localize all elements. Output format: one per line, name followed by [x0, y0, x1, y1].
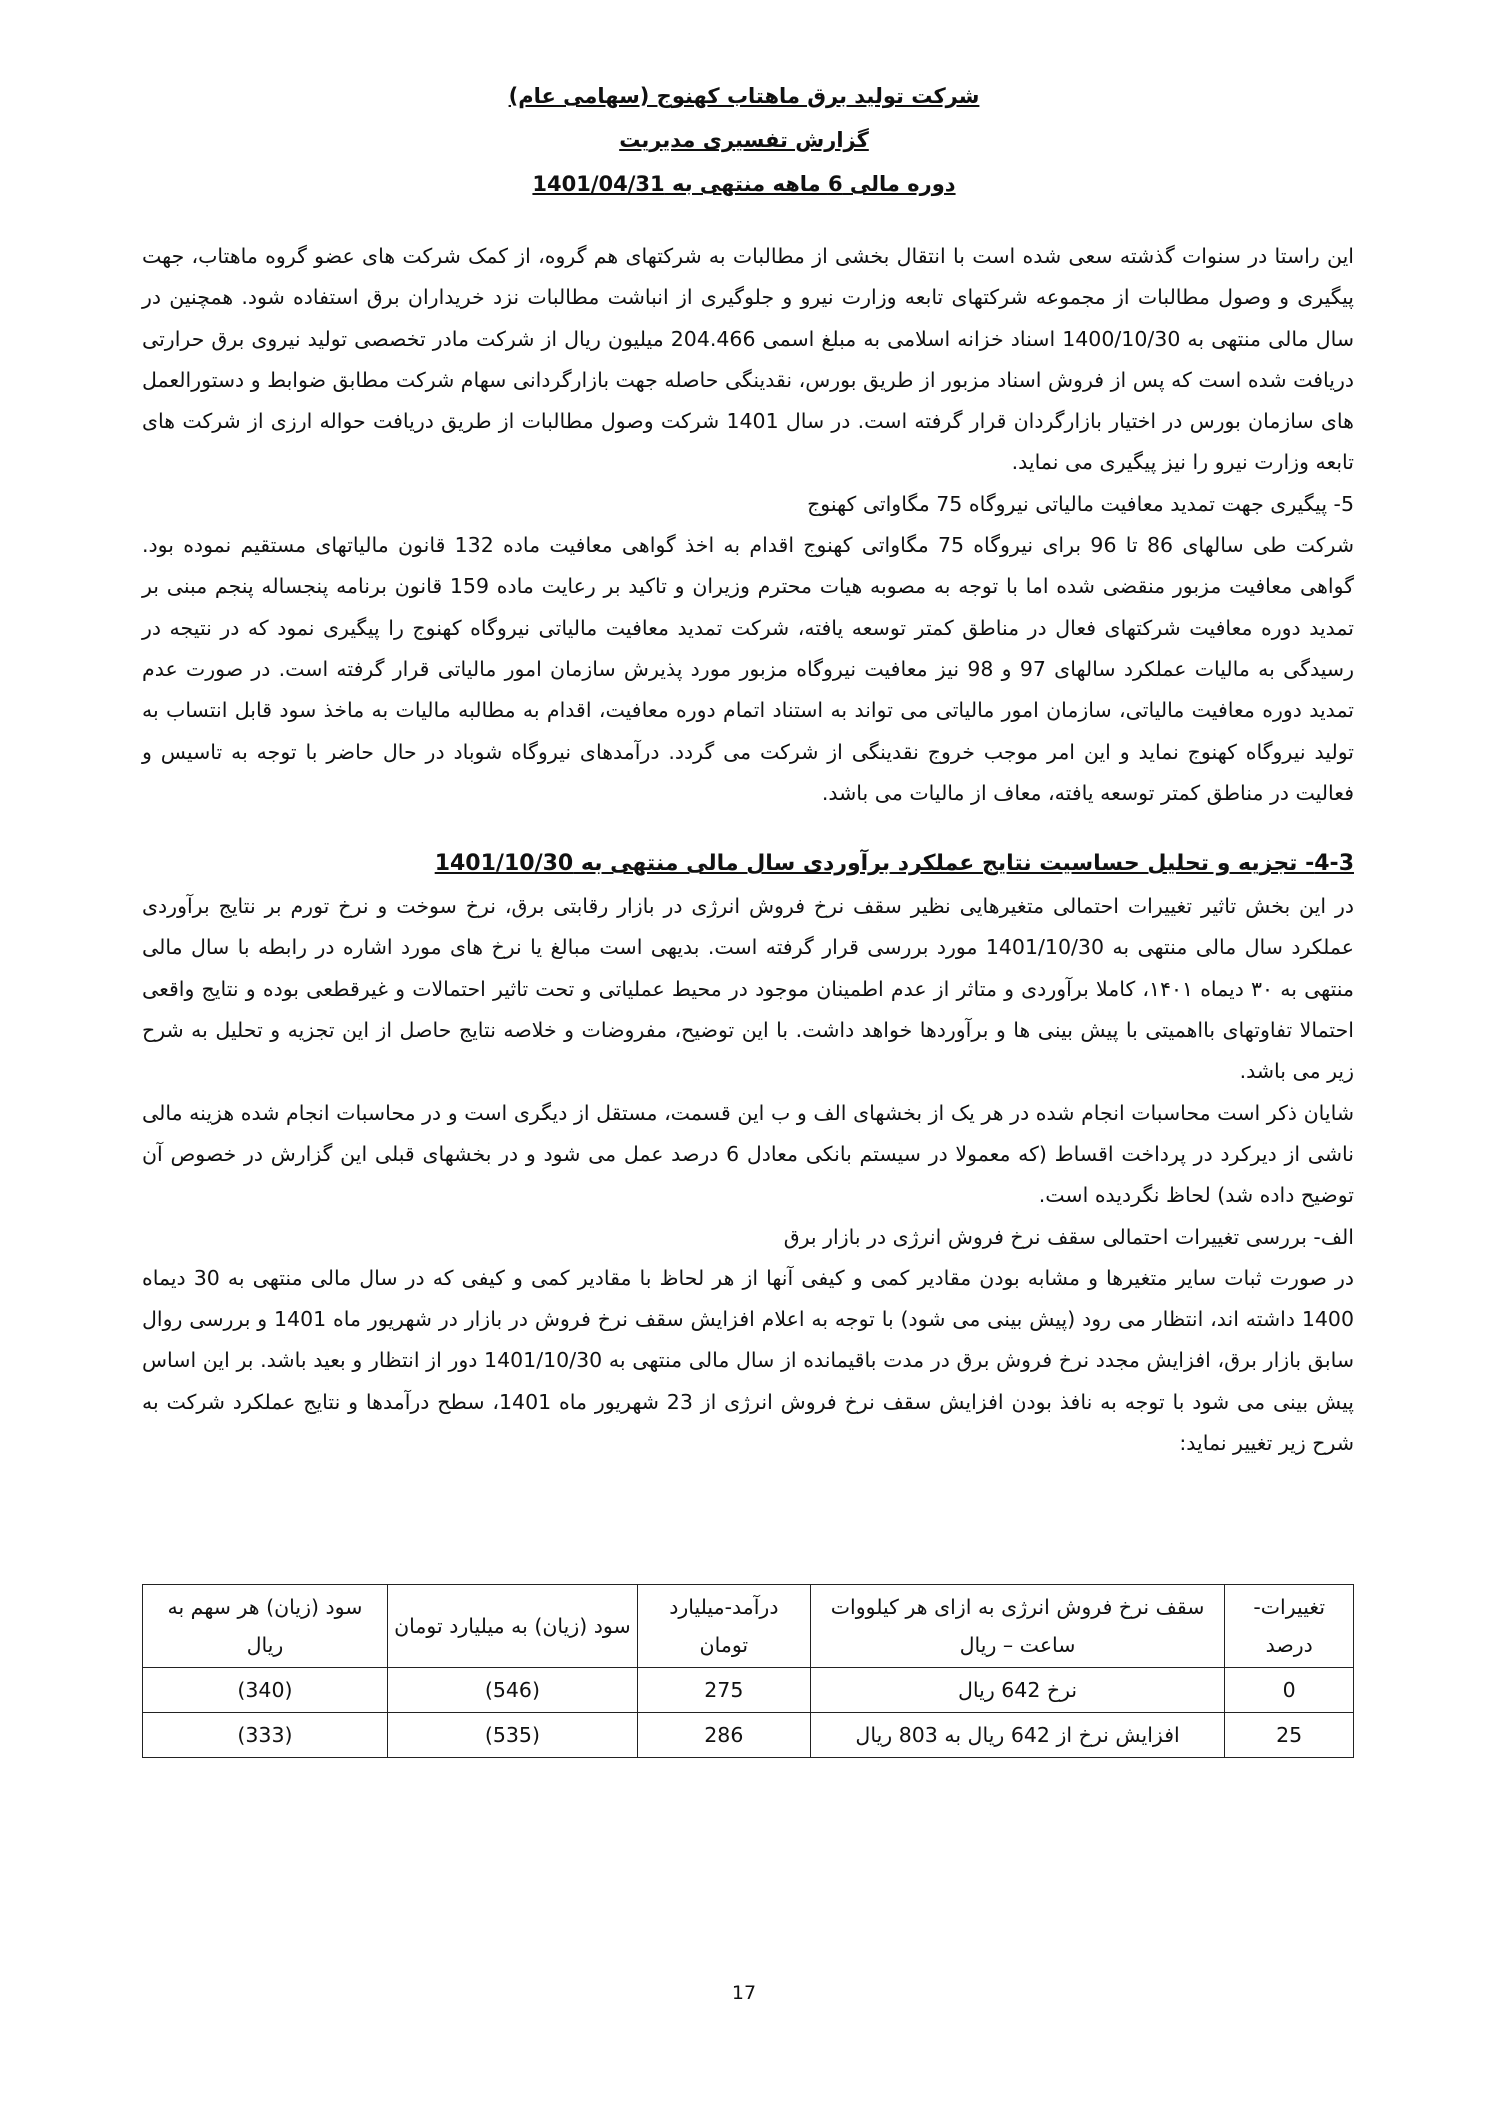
paragraph-sensitivity-intro: در این بخش تاثیر تغییرات احتمالی متغیرهایی نظیر سقف نرخ فروش انرژی در بازار رقابتی برق، نرخ سوخت و نرخ تورم بر نتایج برآوردی عملکرد سال مالی منتهی به 1401/10/30 مورد بررسی قرار گرفته است. بدیهی است مبالغ یا نرخ های مورد اشاره در رابطه با سال مالی منتهی به ۳۰ دیماه ۱۴۰۱، کاملا برآوردی و متاثر از عدم اطمینان موجود در محیط عملیاتی و تحت تاثیر احتمالات و غیرقطعی بوده و نتایج واقعی احتمالا تفاوتهای بااهمیتی با پیش بینی ها و برآوردها خواهد داشت. با این توضیح، مفروضات و خلاصه نتایج حاصل از این تجزیه و تحلیل به شرح زیر می باشد.	[142, 894, 1354, 1084]
paragraph-receivables: این راستا در سنوات گذشته سعی شده است با انتقال بخشی از مطالبات به شرکتهای هم گروه، از کمک شرکت های عضو گروه ماهتاب، جهت پیگیری و وصول مطالبات از مجموعه شرکتهای تابعه وزارت نیرو و جلوگیری از انباشت مطالبات نزد خریداران برق استفاده شود. همچنین در سال مالی منتهی به 1400/10/30 اسناد خزانه اسلامی به مبلغ اسمی 204.466 میلیون ریال از شرکت مادر تخصصی تولید نیروی برق حرارتی دریافت شده است که پس از فروش اسناد مزبور از طریق بورس، نقدینگی حاصله جهت بازارگردانی سهام شرکت مطابق ضوابط و دستورالعمل های سازمان بورس در اختیار بازارگردان قرار گرفته است. در سال 1401 شرکت وصول مطالبات از طریق دریافت حواله ارزی از شرکت های تابعه وزارت نیرو را نیز پیگیری می نماید.	[142, 244, 1355, 475]
header-eps: سود (زیان) هر سهم به ریال	[143, 1585, 388, 1668]
paragraph-tax-exemption: شرکت طی سالهای 86 تا 96 برای نیروگاه 75 مگاواتی کهنوج اقدام به اخذ گواهی معافیت ماده 132 قانون مالیاتهای مستقیم نموده بود. گواهی معافیت مزبور منقضی شده اما با توجه به مصوبه هیات محترم وزیران و تاکید بر رعایت ماده 159 قانون برنامه پنجساله پنجم مبنی بر تمدید دوره معافیت شرکتهای فعال در مناطق کمتر توسعه یافته، شرکت تمدید معافیت مالیاتی نیروگاه کهنوج را پیگیری نمود که در نتیجه در رسیدگی به مالیات عملکرد سالهای 97 و 98 نیز معافیت نیروگاه مزبور مورد پذیرش سازمان امور مالیاتی قرار گرفته است. در صورت عدم تمدید دوره معافیت مالیاتی، سازمان امور مالیاتی می تواند به استناد اتمام دوره معافیت، اقدام به مطالبه مالیات به ماخذ سود قابل انتساب به تولید نیروگاه کهنوج نماید و این امر موجب خروج نقدینگی از شرکت می گردد. درآمدهای نیروگاه شوباد در حال حاضر با توجه به تاسیس و فعالیت در مناطق کمتر توسعه یافته، معاف از مالیات می باشد.	[142, 533, 1355, 805]
report-period: دوره مالی 6 ماهه منتهی به 1401/04/31	[532, 172, 956, 196]
header-rate: سقف نرخ فروش انرژی به ازای هر کیلووات ساعت – ریال	[810, 1585, 1225, 1668]
cell-change: 25	[1225, 1713, 1354, 1758]
cell-eps: (340)	[143, 1668, 388, 1713]
cell-change: 0	[1225, 1668, 1354, 1713]
cell-rate: افزایش نرخ از 642 ریال به 803 ریال	[810, 1713, 1225, 1758]
sensitivity-table	[142, 1584, 1354, 1758]
paragraph-rate-forecast: در صورت ثبات سایر متغیرها و مشابه بودن مقادیر کمی و کیفی آنها از هر لحاظ با مقادیر کمی و کیفی که در سال مالی منتهی به 30 دیماه 1400 داشته اند، انتظار می رود (پیش بینی می شود) با توجه به اعلام افزایش سقف نرخ فروش در بازار در شهریور ماه 1401 و بررسی روال سابق بازار برق، افزایش مجدد نرخ فروش برق در مدت باقیمانده از سال مالی منتهی به 1401/10/30 دور از انتظار و بعید باشد. بر این اساس پیش بینی می شود با توجه به نافذ بودن افزایش سقف نرخ فروش انرژی از 23 شهریور ماه 1401، سطح درآمدها و نتایج عملکرد شرکت به شرح زیر تغییر نماید:	[142, 1265, 1355, 1456]
cell-revenue: 275	[637, 1668, 810, 1713]
report-body	[142, 236, 1354, 1464]
header-profit: سود (زیان) به میلیارد تومان	[387, 1585, 637, 1668]
paragraph-tax-heading: 5- پیگیری جهت تمدید معافیت مالیاتی نیروگاه 75 مگاواتی کهنوج	[807, 491, 1354, 516]
paragraph-calculation-note: شایان ذکر است محاسبات انجام شده در هر یک از بخشهای الف و ب این قسمت، مستقل از دیگری است و در محاسبات انجام شده هزینه مالی ناشی از دیرکرد در پرداخت اقساط (که معمولا در سیستم بانکی معادل 6 درصد عمل می شود و در بخشهای قبلی این گزارش در خصوص آن توضیح داده شد) لحاظ نگردیده است.	[142, 1100, 1354, 1208]
cell-profit: (546)	[387, 1668, 637, 1713]
table-row	[143, 1668, 1354, 1713]
spacer	[142, 814, 1354, 842]
cell-rate: نرخ 642 ریال	[810, 1668, 1225, 1713]
header-revenue: درآمد-میلیارد تومان	[637, 1585, 810, 1668]
paragraph-subsection-a: الف- بررسی تغییرات احتمالی سقف نرخ فروش انرژی در بازار برق	[783, 1224, 1354, 1249]
section-title: 4-3- تجزیه و تحلیل حساسیت نتایج عملکرد برآوردی سال مالی منتهی به 1401/10/30	[434, 851, 1354, 877]
page-number: 17	[731, 1982, 757, 2004]
company-name: شرکت تولید برق ماهتاب کهنوج (سهامی عام)	[508, 84, 980, 108]
cell-revenue: 286	[637, 1713, 810, 1758]
cell-profit: (535)	[387, 1713, 637, 1758]
report-header	[0, 74, 1488, 206]
cell-eps: (333)	[143, 1713, 388, 1758]
table-row	[143, 1713, 1354, 1758]
header-change: تغییرات- درصد	[1225, 1585, 1354, 1668]
report-title: گزارش تفسیری مدیریت	[619, 128, 869, 152]
table-header-row	[143, 1585, 1354, 1668]
